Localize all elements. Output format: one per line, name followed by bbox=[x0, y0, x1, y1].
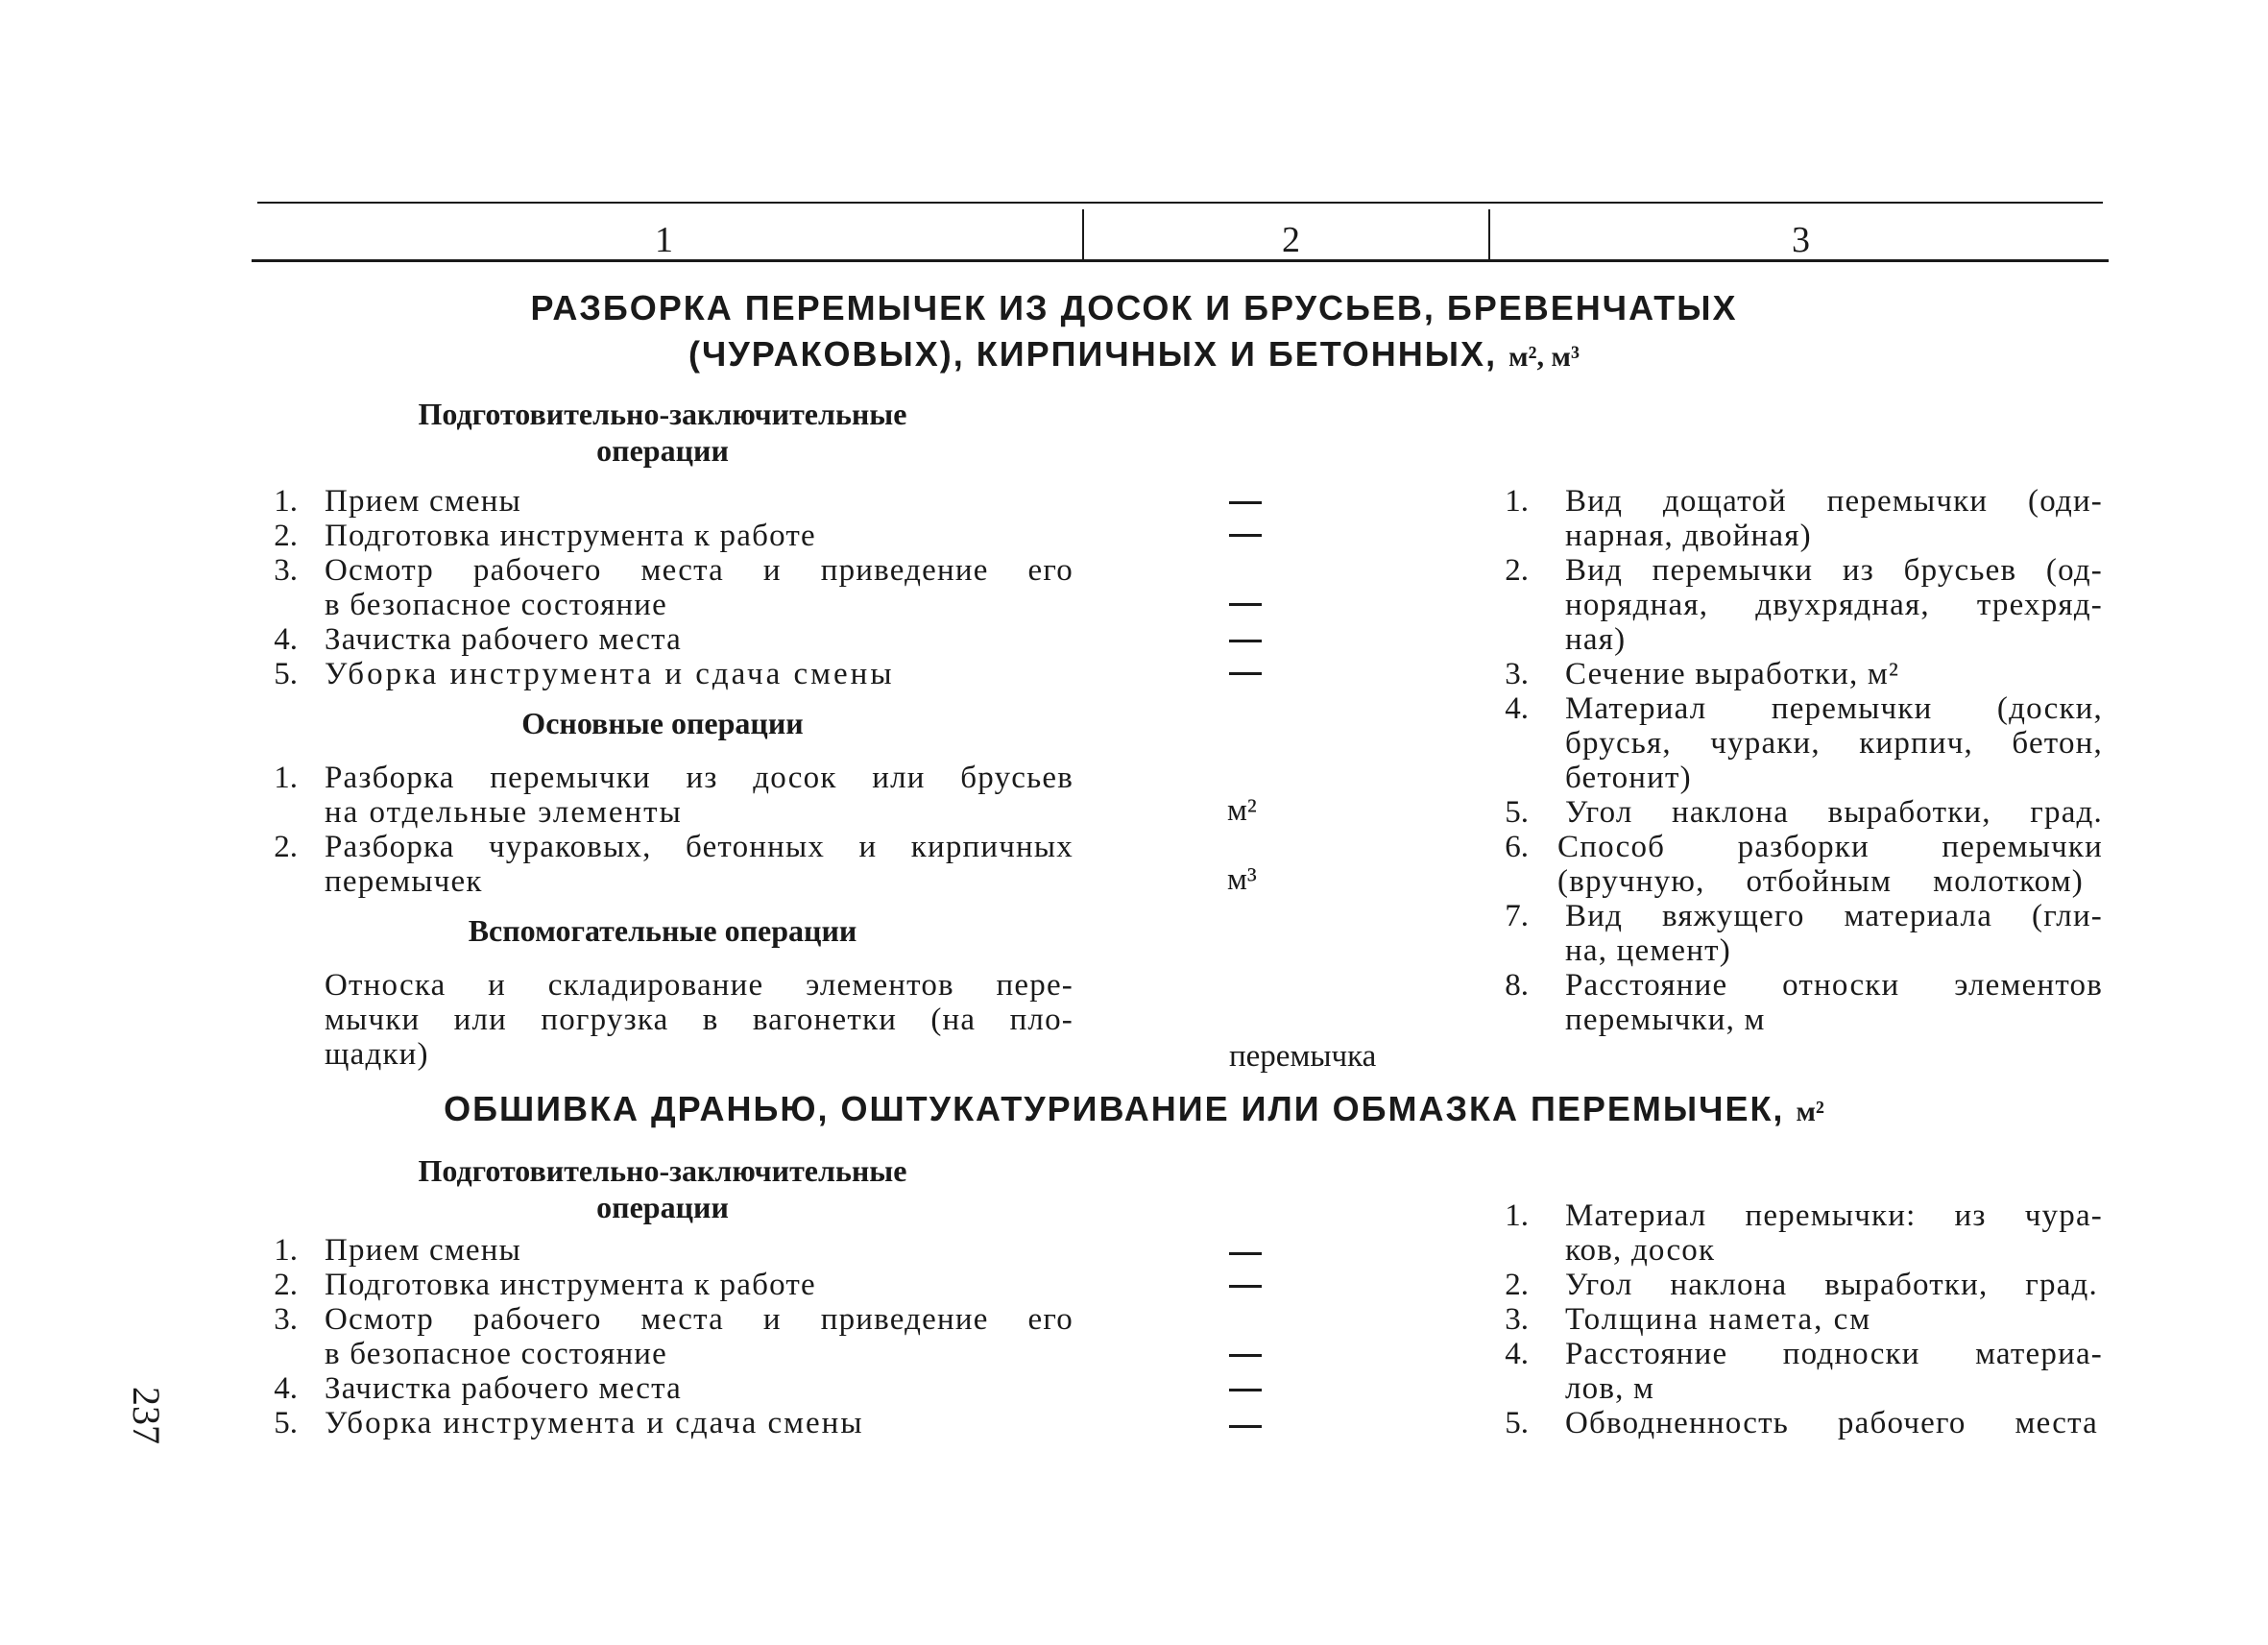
s1-prep-num-5: 5. bbox=[274, 657, 298, 691]
s2-factor-2-line1: Угол наклона выработки, град. bbox=[1565, 1268, 2098, 1302]
s1-main-item-2-line1: Разборка чураковых, бетонных и кирпичных bbox=[325, 830, 1074, 864]
s1-factor-7-line1: Вид вяжущего материала (гли- bbox=[1565, 899, 2103, 933]
s1-prep-dash-2 bbox=[1229, 534, 1262, 537]
s1-prep-item-3-line2: в безопасное состояние bbox=[325, 588, 668, 622]
s1-prep-num-1: 1. bbox=[274, 484, 298, 519]
section1-title-line1: РАЗБОРКА ПЕРЕМЫЧЕК ИЗ ДОСОК И БРУСЬЕВ, БРЕВЕНЧАТЫХ bbox=[530, 288, 1738, 327]
s1-aux-line2: мычки или погрузка в вагонетки (на пло- bbox=[325, 1003, 1074, 1037]
s1-factor-1-line1: Вид дощатой перемычки (оди- bbox=[1565, 484, 2103, 519]
s1-factor-4-line1: Материал перемычки (доски, bbox=[1565, 691, 2103, 726]
s1-prep-item-5: Уборка инструмента и сдача смены bbox=[325, 657, 895, 691]
s1-aux-line3: щадки) bbox=[325, 1037, 429, 1072]
s2-factor-num-1: 1. bbox=[1505, 1198, 1529, 1233]
s1-prep-item-4: Зачистка рабочего места bbox=[325, 622, 682, 657]
s1-factor-2-line3: ная) bbox=[1565, 622, 1627, 657]
s1-prep-num-2: 2. bbox=[274, 519, 298, 553]
section1-main-heading: Основные операции bbox=[521, 706, 804, 740]
s2-prep-item-2: Подготовка инструмента к работе bbox=[325, 1268, 816, 1302]
s1-main-num-2: 2. bbox=[274, 830, 298, 864]
s1-factor-2-line1: Вид перемычки из брусьев (од- bbox=[1565, 553, 2103, 588]
s1-prep-item-1: Прием смены bbox=[325, 484, 521, 519]
s1-prep-num-4: 4. bbox=[274, 622, 298, 657]
s1-prep-dash-3 bbox=[1229, 603, 1262, 606]
section1-prep-heading-line2: операции bbox=[596, 433, 729, 468]
s1-factor-4-line2: брусья, чураки, кирпич, бетон, bbox=[1565, 726, 2103, 761]
s1-factor-num-7: 7. bbox=[1505, 899, 1529, 933]
s2-prep-item-4: Зачистка рабочего места bbox=[325, 1371, 682, 1406]
s2-factor-4-line1: Расстояние подноски материа- bbox=[1565, 1337, 2103, 1371]
s1-main-unit-1: м² bbox=[1227, 793, 1257, 828]
header-bottom-rule bbox=[252, 259, 2109, 262]
s2-prep-dash-4 bbox=[1229, 1389, 1262, 1391]
section1-title-line2-text: (ЧУРАКОВЫХ), КИРПИЧНЫХ И БЕТОННЫХ, bbox=[688, 334, 1498, 374]
section2-prep-heading-line2: операции bbox=[596, 1190, 729, 1224]
s2-factor-num-3: 3. bbox=[1505, 1302, 1529, 1337]
s2-prep-dash-3 bbox=[1229, 1354, 1262, 1357]
s1-prep-num-3: 3. bbox=[274, 553, 298, 588]
s1-prep-dash-4 bbox=[1229, 640, 1262, 642]
s1-main-unit-2: м³ bbox=[1227, 862, 1257, 897]
s2-factor-1-line2: ков, досок bbox=[1565, 1233, 1716, 1268]
s1-factor-num-3: 3. bbox=[1505, 657, 1529, 691]
s2-prep-num-2: 2. bbox=[274, 1268, 298, 1302]
s1-factor-3-line1: Сечение выработки, м² bbox=[1565, 657, 1900, 691]
s1-aux-unit: перемычка bbox=[1229, 1039, 1377, 1074]
s1-main-item-1-line1: Разборка перемычки из досок или брусьев bbox=[325, 761, 1074, 795]
s2-factor-3-line1: Толщина намета, см bbox=[1565, 1302, 1872, 1337]
s1-factor-num-1: 1. bbox=[1505, 484, 1529, 519]
s1-prep-item-2: Подготовка инструмента к работе bbox=[325, 519, 816, 553]
section1-prep-heading-line1: Подготовительно-заключительные bbox=[418, 397, 907, 431]
s2-prep-dash-2 bbox=[1229, 1285, 1262, 1288]
s2-factor-1-line1: Материал перемычки: из чура- bbox=[1565, 1198, 2103, 1233]
section2-title bbox=[0, 1089, 2268, 1129]
column-header-1: 1 bbox=[655, 220, 673, 260]
column-header-3: 3 bbox=[1792, 220, 1810, 260]
s1-main-item-1-line2: на отдельные элементы bbox=[325, 795, 683, 830]
s1-factor-7-line2: на, цемент) bbox=[1565, 933, 1731, 968]
section1-title-line2 bbox=[0, 334, 2268, 375]
s1-factor-num-5: 5. bbox=[1505, 795, 1529, 830]
section2-title-unit: м² bbox=[1796, 1096, 1824, 1127]
section2-prep-heading bbox=[374, 1152, 951, 1225]
s2-factor-num-5: 5. bbox=[1505, 1406, 1529, 1440]
s1-aux-line1: Относка и складирование элементов пере- bbox=[325, 968, 1074, 1003]
s1-factor-4-line3: бетонит) bbox=[1565, 761, 1692, 795]
s1-factor-num-4: 4. bbox=[1505, 691, 1529, 726]
s2-factor-4-line2: лов, м bbox=[1565, 1371, 1655, 1406]
s1-main-num-1: 1. bbox=[274, 761, 298, 795]
s2-prep-item-1: Прием смены bbox=[325, 1233, 521, 1268]
s2-prep-item-3-line1: Осмотр рабочего места и приведение его bbox=[325, 1302, 1074, 1337]
s1-factor-num-6: 6. bbox=[1505, 830, 1529, 864]
section2-title-text: ОБШИВКА ДРАНЬЮ, ОШТУКАТУРИВАНИЕ ИЛИ ОБМАЗКА ПЕРЕМЫЧЕК, bbox=[444, 1089, 1785, 1128]
s1-factor-6-line1: Способ разборки перемычки bbox=[1557, 830, 2103, 864]
s2-prep-num-3: 3. bbox=[274, 1302, 298, 1337]
s1-factor-5-line1: Угол наклона выработки, град. bbox=[1565, 795, 2103, 830]
s1-factor-2-line2: норядная, двухрядная, трехряд- bbox=[1565, 588, 2103, 622]
s2-prep-dash-1 bbox=[1229, 1252, 1262, 1255]
s1-factor-8-line2: перемычки, м bbox=[1565, 1003, 1766, 1037]
header-divider-2 bbox=[1488, 209, 1490, 261]
section1-aux-heading: Вспомогательные операции bbox=[468, 913, 857, 948]
s1-prep-item-3-line1: Осмотр рабочего места и приведение его bbox=[325, 553, 1074, 588]
s1-factor-num-2: 2. bbox=[1505, 553, 1529, 588]
s2-prep-num-5: 5. bbox=[274, 1406, 298, 1440]
s2-factor-5-line1: Обводненность рабочего места bbox=[1565, 1406, 2098, 1440]
s1-factor-1-line2: нарная, двойная) bbox=[1565, 519, 1812, 553]
s1-factor-num-8: 8. bbox=[1505, 968, 1529, 1003]
s2-prep-num-1: 1. bbox=[274, 1233, 298, 1268]
s2-factor-num-4: 4. bbox=[1505, 1337, 1529, 1371]
s2-prep-dash-5 bbox=[1229, 1425, 1262, 1428]
s2-prep-item-3-line2: в безопасное состояние bbox=[325, 1337, 668, 1371]
page-number: 237 bbox=[125, 1387, 168, 1444]
s1-main-item-2-line2: перемычек bbox=[325, 864, 483, 899]
section2-prep-heading-line1: Подготовительно-заключительные bbox=[418, 1153, 907, 1188]
s1-prep-dash-5 bbox=[1229, 672, 1262, 675]
header-divider-1 bbox=[1082, 209, 1084, 261]
header-top-rule bbox=[257, 202, 2103, 204]
s1-prep-dash-1 bbox=[1229, 501, 1262, 504]
section1-prep-heading bbox=[374, 396, 951, 469]
s2-factor-num-2: 2. bbox=[1505, 1268, 1529, 1302]
s2-prep-num-4: 4. bbox=[274, 1371, 298, 1406]
section1-title-unit: м², м³ bbox=[1508, 341, 1580, 373]
s1-factor-8-line1: Расстояние относки элементов bbox=[1565, 968, 2103, 1003]
s2-prep-item-5: Уборка инструмента и сдача смены bbox=[325, 1406, 864, 1440]
s1-factor-6-line2: (вручную, отбойным молотком) bbox=[1557, 864, 2084, 899]
column-header-2: 2 bbox=[1282, 220, 1300, 260]
